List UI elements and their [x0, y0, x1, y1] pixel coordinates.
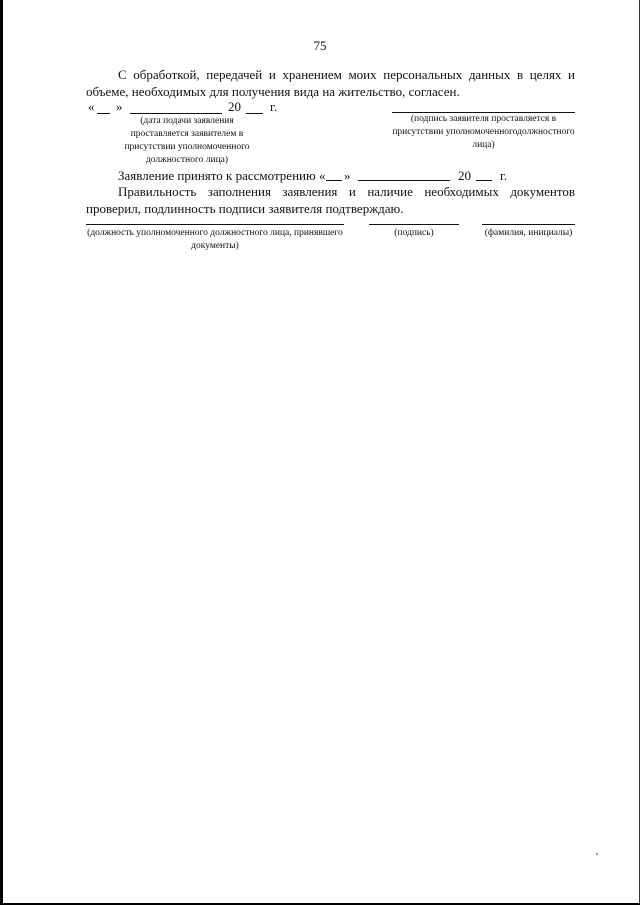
acceptance-day-blank[interactable] [326, 180, 342, 181]
official-signature-line[interactable] [369, 224, 459, 225]
date-caption: (дата подачи заявления проставляется заявителем в присутствии уполномоченного должностного лица) [124, 116, 250, 165]
official-position-caption: (должность уполномоченного должностного лица, принявшего документы) [87, 228, 343, 251]
acceptance-month-blank[interactable] [358, 180, 450, 181]
page-number: 75 [313, 38, 327, 53]
date-day-blank[interactable] [97, 113, 110, 114]
acceptance-year-prefix: 20 [458, 168, 471, 183]
applicant-signature-caption: (подпись заявителя проставляется в присутствии уполномоченногодолжностного лица) [392, 114, 575, 150]
acceptance-year-blank[interactable] [476, 180, 492, 181]
date-close-quote: » [116, 99, 123, 114]
verification-paragraph: Правильность заполнения заявления и наличие необходимых документов проверил, подлинность подписи заявителя подтверждаю. [86, 184, 575, 216]
acceptance-close-quote: » [344, 168, 351, 183]
scan-left-edge [0, 0, 3, 905]
scan-speck [596, 853, 598, 855]
date-open-quote: « [88, 99, 95, 114]
date-year-suffix: г. [270, 99, 278, 114]
date-year-blank[interactable] [246, 113, 263, 114]
official-name-caption: (фамилия, инициалы) [484, 228, 573, 238]
acceptance-prefix: Заявление принято к рассмотрению « [118, 168, 326, 183]
date-year-prefix: 20 [228, 99, 241, 114]
official-name-line[interactable] [482, 224, 575, 225]
consent-paragraph: С обработкой, передачей и хранением моих персональных данных в целях и объеме, необходимых для получения вида на жительство, согласен. [86, 67, 575, 99]
acceptance-year-suffix: г. [500, 168, 508, 183]
official-position-line[interactable] [86, 224, 344, 225]
official-signature-caption: (подпись) [394, 228, 434, 238]
date-month-blank[interactable] [130, 113, 222, 114]
